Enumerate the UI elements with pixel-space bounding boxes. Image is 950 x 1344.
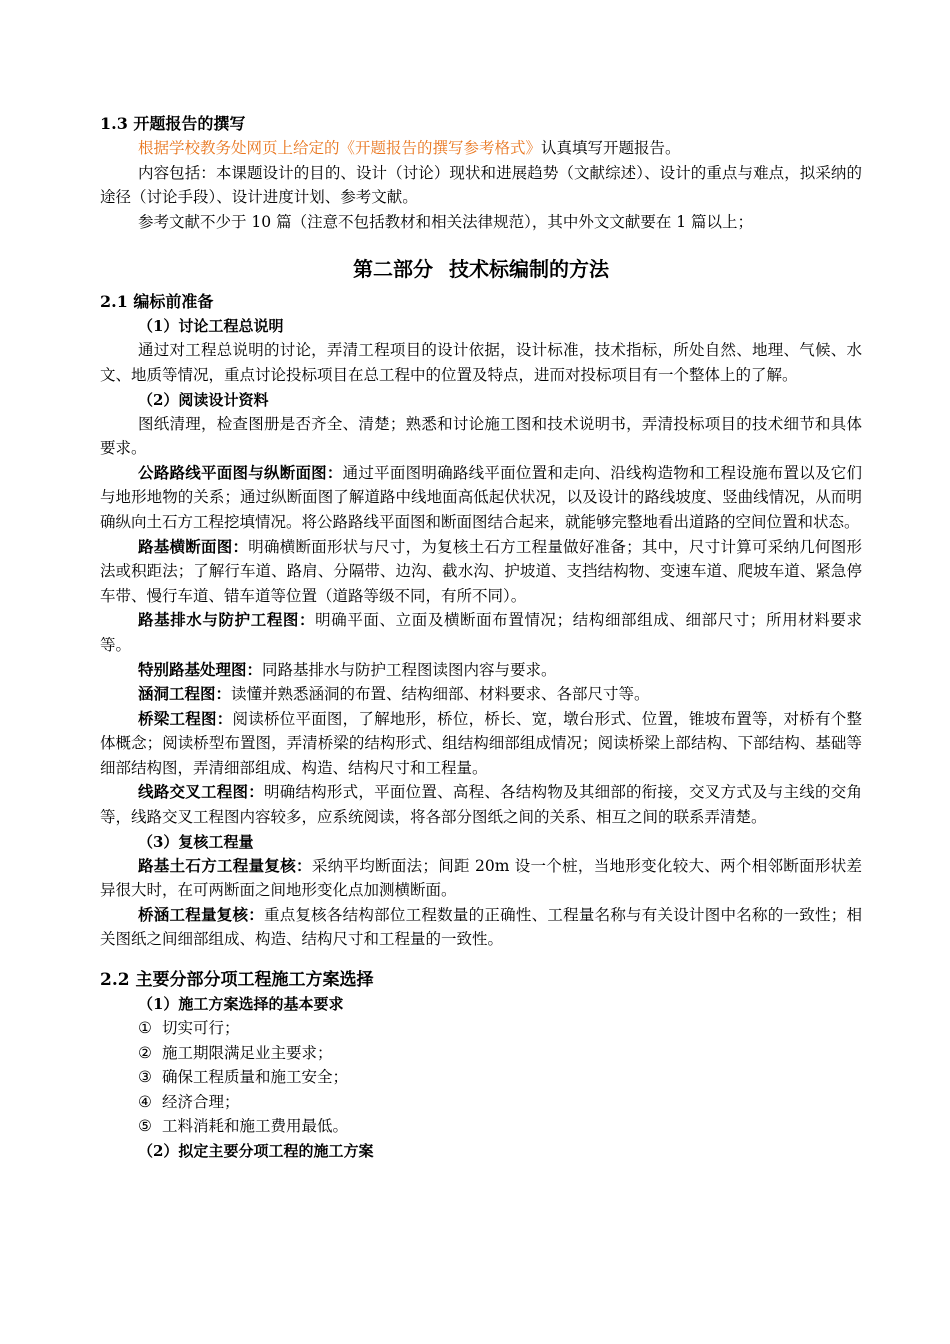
document-page (100, 112, 862, 1163)
paragraph: 图纸清理，检查图册是否齐全、清楚；熟悉和讨论施工图和技术说明书，弄清投标项目的技术细节和具体要求。 (100, 414, 862, 458)
list-item: ② 施工期限满足业主要求； (138, 1043, 333, 1062)
paragraph: 内容包括：本课题设计的目的、设计（讨论）现状和进展趋势（文献综述）、设计的重点与难点，拟采纳的途径（讨论手段）、设计进度计划、参考文献。 (100, 163, 862, 207)
section-heading-1-3: 1.3 开题报告的撰写 (100, 114, 246, 133)
paragraph-item: 线路交叉工程图：明确结构形式，平面位置、高程、各结构物及其细部的衔接，交叉方式及与主线的交角等，线路交叉工程图内容较多，应系统阅读，将各部分图纸之间的关系、相互之间的联系弄清楚。 (100, 782, 862, 827)
paragraph-item: 涵洞工程图：读懂并熟悉涵洞的布置、结构细部、材料要求、各部尺寸等。 (138, 684, 650, 704)
paragraph-item: 桥梁工程图：阅读桥位平面图，了解地形，桥位，桥长、宽，墩台形式、位置，锥坡布置等，对桥有个整体概念；阅读桥型布置图，弄清桥梁的结构形式、组结构细部组成情况；阅读桥梁上部结构、下部结构、基础等细部结构图，弄清细部组成、构造、结构尺寸和工程量。 (100, 708, 862, 777)
paragraph-item: 特别路基处理图：同路基排水与防护工程图读图内容与要求。 (138, 659, 557, 679)
paragraph-item: 路基土石方工程量复核：采纳平均断面法；间距 20m 设一个桩，当地形变化较大、两个相邻断面形状差异很大时，在可两断面之间地形变化点加测横断面。 (100, 855, 862, 900)
paragraph: 通过对工程总说明的讨论，弄清工程项目的设计依据，设计标准，技术指标，所处自然、地理、气候、水文、地质等情况，重点讨论投标项目在总工程中的位置及特点，进而对投标项目有一个整体上的了解。 (100, 341, 862, 384)
subheading: （1）讨论工程总说明 (138, 317, 284, 336)
subheading: （2）阅读设计资料 (138, 390, 269, 409)
list-item: ③ 确保工程质量和施工安全； (138, 1068, 349, 1087)
subheading: （3）复核工程量 (138, 832, 254, 851)
section-heading-2-1: 2.1 编标前准备 (100, 292, 214, 312)
paragraph-item: 路基排水与防护工程图：明确平面、立面及横断面布置情况；结构细部组成、细部尺寸；所用材料要求等。 (100, 610, 862, 654)
subheading: （2）拟定主要分项工程的施工方案 (138, 1142, 374, 1160)
paragraph: 参考文献不少于 10 篇（注意不包括教材和相关法律规范），其中外文文献要在 1 篇以上； (138, 212, 754, 231)
list-item: ⑤ 工料消耗和施工费用最低。 (138, 1117, 349, 1136)
subheading: （1）施工方案选择的基本要求 (138, 995, 344, 1014)
paragraph-item: 桥涵工程量复核：重点复核各结构部位工程数量的正确性、工程量名称与有关设计图中名称的一致性；相关图纸之间细部组成、构造、结构尺寸和工程量的一致性。 (100, 904, 862, 949)
paragraph-item: 路基横断面图：明确横断面形状与尺寸，为复核土石方工程量做好准备；其中，尺寸计算可采纳几何图形法或积距法；了解行车道、路肩、分隔带、边沟、截水沟、护坡道、支挡结构物、变速车道、爬坡车道、紧急停车带、慢行车道、错车道等位置（道路等级不同，有所不同）。 (100, 536, 862, 605)
paragraph: 根据学校教务处网页上给定的《开题报告的撰写参考格式》认真填写开题报告。 (138, 139, 681, 157)
section-heading-2-2: 2.2 主要分部分项工程施工方案选择 (100, 970, 374, 991)
highlighted-text: 根据学校教务处网页上给定的《开题报告的撰写参考格式》 (138, 139, 542, 157)
list-item: ① 切实可行； (138, 1019, 240, 1038)
list-item: ④ 经济合理； (138, 1092, 240, 1111)
part-title: 第二部分 技术标编制的方法 (353, 257, 609, 282)
paragraph-item: 公路路线平面图与纵断面图：通过平面图明确路线平面位置和走向、沿线构造物和工程设施布置以及它们与地形地物的关系；通过纵断面图了解道路中线地面高低起伏状况，以及设计的路线坡度、竖曲线情况，从而明确纵向土石方工程挖填情况。将公路路线平面图和断面图结合起来，就能够完整地看出道路的空间位置和状态。 (100, 462, 862, 531)
